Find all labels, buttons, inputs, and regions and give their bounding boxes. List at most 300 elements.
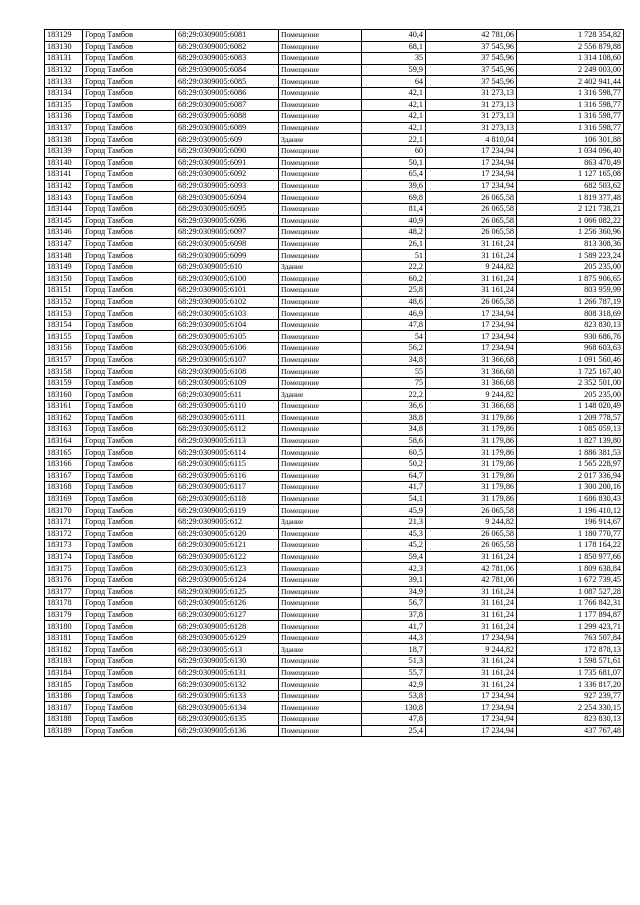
- table-row: [45, 551, 624, 563]
- city-cell: Город Тамбов: [83, 702, 176, 714]
- row-number-cell: 183150: [45, 273, 83, 285]
- specific-value-cell: 17 234,94: [426, 331, 517, 343]
- specific-value-cell: 31 161,24: [426, 551, 517, 563]
- cadastral-number-cell: 68:29:0309005:6091: [176, 157, 279, 169]
- cadastral-value-cell: 1 256 360,96: [517, 227, 624, 239]
- object-type-cell: Помещение: [279, 621, 362, 633]
- area-cell: 59,9: [362, 64, 426, 76]
- cadastral-value-cell: 1 127 165,08: [517, 169, 624, 181]
- table-row: [45, 690, 624, 702]
- table-row: [45, 319, 624, 331]
- area-cell: 41,7: [362, 621, 426, 633]
- table-body: [45, 30, 624, 737]
- specific-value-cell: 42 781,06: [426, 563, 517, 575]
- city-cell: Город Тамбов: [83, 273, 176, 285]
- table-row: [45, 157, 624, 169]
- city-cell: Город Тамбов: [83, 401, 176, 413]
- specific-value-cell: 31 273,13: [426, 111, 517, 123]
- area-cell: 51: [362, 250, 426, 262]
- cadastral-number-cell: 68:29:0309005:6120: [176, 528, 279, 540]
- cadastral-value-cell: 1 316 598,77: [517, 111, 624, 123]
- area-cell: 42,1: [362, 87, 426, 99]
- row-number-cell: 183145: [45, 215, 83, 227]
- specific-value-cell: 37 545,96: [426, 53, 517, 65]
- area-cell: 69,8: [362, 192, 426, 204]
- cadastral-value-cell: 2 352 501,00: [517, 377, 624, 389]
- table-row: [45, 424, 624, 436]
- table-row: [45, 401, 624, 413]
- cadastral-value-cell: 1 299 423,71: [517, 621, 624, 633]
- cadastral-value-cell: 1 085 059,13: [517, 424, 624, 436]
- specific-value-cell: 17 234,94: [426, 343, 517, 355]
- city-cell: Город Тамбов: [83, 30, 176, 42]
- cadastral-number-cell: 68:29:0309005:6097: [176, 227, 279, 239]
- table-row: [45, 667, 624, 679]
- area-cell: 48,2: [362, 227, 426, 239]
- object-type-cell: Помещение: [279, 238, 362, 250]
- row-number-cell: 183151: [45, 285, 83, 297]
- row-number-cell: 183147: [45, 238, 83, 250]
- cadastral-number-cell: 68:29:0309005:6112: [176, 424, 279, 436]
- table-row: [45, 609, 624, 621]
- area-cell: 40,9: [362, 215, 426, 227]
- area-cell: 55,7: [362, 667, 426, 679]
- city-cell: Город Тамбов: [83, 540, 176, 552]
- row-number-cell: 183172: [45, 528, 83, 540]
- row-number-cell: 183155: [45, 331, 83, 343]
- row-number-cell: 183163: [45, 424, 83, 436]
- specific-value-cell: 42 781,06: [426, 30, 517, 42]
- row-number-cell: 183175: [45, 563, 83, 575]
- table-row: [45, 87, 624, 99]
- table-row: [45, 679, 624, 691]
- city-cell: Город Тамбов: [83, 621, 176, 633]
- cadastral-value-cell: 1 314 108,60: [517, 53, 624, 65]
- object-type-cell: Помещение: [279, 679, 362, 691]
- row-number-cell: 183137: [45, 122, 83, 134]
- city-cell: Город Тамбов: [83, 470, 176, 482]
- object-type-cell: Помещение: [279, 296, 362, 308]
- area-cell: 60,5: [362, 447, 426, 459]
- cadastral-number-cell: 68:29:0309005:6130: [176, 656, 279, 668]
- city-cell: Город Тамбов: [83, 41, 176, 53]
- object-type-cell: Помещение: [279, 122, 362, 134]
- object-type-cell: Здание: [279, 134, 362, 146]
- specific-value-cell: 31 161,24: [426, 667, 517, 679]
- cadastral-value-cell: 1 316 598,77: [517, 87, 624, 99]
- cadastral-value-cell: 1 034 096,40: [517, 145, 624, 157]
- table-row: [45, 516, 624, 528]
- area-cell: 47,8: [362, 714, 426, 726]
- cadastral-value-cell: 172 878,13: [517, 644, 624, 656]
- row-number-cell: 183141: [45, 169, 83, 181]
- cadastral-value-cell: 930 686,76: [517, 331, 624, 343]
- specific-value-cell: 31 273,13: [426, 122, 517, 134]
- city-cell: Город Тамбов: [83, 122, 176, 134]
- object-type-cell: Помещение: [279, 574, 362, 586]
- cadastral-number-cell: 68:29:0309005:6092: [176, 169, 279, 181]
- object-type-cell: Помещение: [279, 30, 362, 42]
- table-row: [45, 366, 624, 378]
- table-row: [45, 656, 624, 668]
- row-number-cell: 183146: [45, 227, 83, 239]
- city-cell: Город Тамбов: [83, 377, 176, 389]
- city-cell: Город Тамбов: [83, 64, 176, 76]
- cadastral-number-cell: 68:29:0309005:6098: [176, 238, 279, 250]
- cadastral-number-cell: 68:29:0309005:6134: [176, 702, 279, 714]
- cadastral-number-cell: 68:29:0309005:6127: [176, 609, 279, 621]
- table-row: [45, 192, 624, 204]
- table-row: [45, 227, 624, 239]
- city-cell: Город Тамбов: [83, 435, 176, 447]
- cadastral-value-cell: 823 830,13: [517, 319, 624, 331]
- row-number-cell: 183186: [45, 690, 83, 702]
- specific-value-cell: 31 273,13: [426, 99, 517, 111]
- object-type-cell: Помещение: [279, 145, 362, 157]
- table-row: [45, 273, 624, 285]
- city-cell: Город Тамбов: [83, 53, 176, 65]
- city-cell: Город Тамбов: [83, 285, 176, 297]
- area-cell: 56,7: [362, 598, 426, 610]
- specific-value-cell: 26 065,58: [426, 192, 517, 204]
- object-type-cell: Помещение: [279, 377, 362, 389]
- table-row: [45, 598, 624, 610]
- city-cell: Город Тамбов: [83, 203, 176, 215]
- city-cell: Город Тамбов: [83, 551, 176, 563]
- city-cell: Город Тамбов: [83, 482, 176, 494]
- table-row: [45, 238, 624, 250]
- object-type-cell: Помещение: [279, 470, 362, 482]
- row-number-cell: 183171: [45, 516, 83, 528]
- table-row: [45, 261, 624, 273]
- city-cell: Город Тамбов: [83, 528, 176, 540]
- cadastral-number-cell: 68:29:0309005:6116: [176, 470, 279, 482]
- cadastral-number-cell: 68:29:0309005:6126: [176, 598, 279, 610]
- area-cell: 25,8: [362, 285, 426, 297]
- area-cell: 41,7: [362, 482, 426, 494]
- cadastral-value-cell: 196 914,67: [517, 516, 624, 528]
- cadastral-number-cell: 68:29:0309005:6131: [176, 667, 279, 679]
- specific-value-cell: 26 065,58: [426, 505, 517, 517]
- cadastral-value-cell: 1 300 200,16: [517, 482, 624, 494]
- area-cell: 64,7: [362, 470, 426, 482]
- table-row: [45, 621, 624, 633]
- table-row: [45, 435, 624, 447]
- row-number-cell: 183129: [45, 30, 83, 42]
- cadastral-number-cell: 68:29:0309005:6129: [176, 632, 279, 644]
- specific-value-cell: 31 179,86: [426, 470, 517, 482]
- cadastral-number-cell: 68:29:0309005:6135: [176, 714, 279, 726]
- object-type-cell: Помещение: [279, 563, 362, 575]
- specific-value-cell: 31 161,24: [426, 285, 517, 297]
- area-cell: 64: [362, 76, 426, 88]
- object-type-cell: Помещение: [279, 203, 362, 215]
- object-type-cell: Помещение: [279, 725, 362, 737]
- object-type-cell: Здание: [279, 389, 362, 401]
- area-cell: 25,4: [362, 725, 426, 737]
- row-number-cell: 183176: [45, 574, 83, 586]
- city-cell: Город Тамбов: [83, 76, 176, 88]
- city-cell: Город Тамбов: [83, 424, 176, 436]
- cadastral-number-cell: 68:29:0309005:6101: [176, 285, 279, 297]
- specific-value-cell: 42 781,06: [426, 574, 517, 586]
- city-cell: Город Тамбов: [83, 111, 176, 123]
- city-cell: Город Тамбов: [83, 215, 176, 227]
- specific-value-cell: 37 545,96: [426, 41, 517, 53]
- area-cell: 39,1: [362, 574, 426, 586]
- cadastral-number-cell: 68:29:0309005:6110: [176, 401, 279, 413]
- table-row: [45, 30, 624, 42]
- city-cell: Город Тамбов: [83, 87, 176, 99]
- area-cell: 50,1: [362, 157, 426, 169]
- specific-value-cell: 17 234,94: [426, 308, 517, 320]
- city-cell: Город Тамбов: [83, 574, 176, 586]
- object-type-cell: Помещение: [279, 250, 362, 262]
- cadastral-value-cell: 205 235,00: [517, 261, 624, 273]
- cadastral-number-cell: 68:29:0309005:6125: [176, 586, 279, 598]
- cadastral-value-cell: 1 850 977,66: [517, 551, 624, 563]
- object-type-cell: Помещение: [279, 667, 362, 679]
- cadastral-value-cell: 2 249 003,00: [517, 64, 624, 76]
- area-cell: 42,1: [362, 122, 426, 134]
- table-row: [45, 412, 624, 424]
- object-type-cell: Помещение: [279, 551, 362, 563]
- specific-value-cell: 31 161,24: [426, 679, 517, 691]
- specific-value-cell: 9 244,82: [426, 644, 517, 656]
- specific-value-cell: 17 234,94: [426, 714, 517, 726]
- row-number-cell: 183178: [45, 598, 83, 610]
- cadastral-value-cell: 106 301,88: [517, 134, 624, 146]
- cadastral-number-cell: 68:29:0309005:6119: [176, 505, 279, 517]
- object-type-cell: Помещение: [279, 401, 362, 413]
- table-row: [45, 725, 624, 737]
- object-type-cell: Помещение: [279, 53, 362, 65]
- cadastral-value-cell: 1 725 167,40: [517, 366, 624, 378]
- object-type-cell: Помещение: [279, 308, 362, 320]
- area-cell: 60: [362, 145, 426, 157]
- row-number-cell: 183134: [45, 87, 83, 99]
- object-type-cell: Помещение: [279, 76, 362, 88]
- table-row: [45, 134, 624, 146]
- specific-value-cell: 17 234,94: [426, 702, 517, 714]
- object-type-cell: Помещение: [279, 505, 362, 517]
- city-cell: Город Тамбов: [83, 667, 176, 679]
- area-cell: 22,2: [362, 261, 426, 273]
- cadastral-value-cell: 1 091 560,46: [517, 354, 624, 366]
- row-number-cell: 183139: [45, 145, 83, 157]
- area-cell: 39,6: [362, 180, 426, 192]
- object-type-cell: Помещение: [279, 331, 362, 343]
- row-number-cell: 183130: [45, 41, 83, 53]
- table-row: [45, 203, 624, 215]
- specific-value-cell: 4 810,04: [426, 134, 517, 146]
- table-row: [45, 574, 624, 586]
- city-cell: Город Тамбов: [83, 261, 176, 273]
- cadastral-number-cell: 68:29:0309005:6100: [176, 273, 279, 285]
- area-cell: 35: [362, 53, 426, 65]
- city-cell: Город Тамбов: [83, 319, 176, 331]
- table-row: [45, 99, 624, 111]
- specific-value-cell: 9 244,82: [426, 516, 517, 528]
- cadastral-value-cell: 1 177 894,87: [517, 609, 624, 621]
- object-type-cell: Помещение: [279, 702, 362, 714]
- city-cell: Город Тамбов: [83, 656, 176, 668]
- cadastral-value-cell: 1 686 830,43: [517, 493, 624, 505]
- cadastral-number-cell: 68:29:0309005:613: [176, 644, 279, 656]
- city-cell: Город Тамбов: [83, 238, 176, 250]
- cadastral-number-cell: 68:29:0309005:6089: [176, 122, 279, 134]
- city-cell: Город Тамбов: [83, 227, 176, 239]
- city-cell: Город Тамбов: [83, 714, 176, 726]
- area-cell: 26,1: [362, 238, 426, 250]
- object-type-cell: Помещение: [279, 435, 362, 447]
- specific-value-cell: 31 366,68: [426, 366, 517, 378]
- row-number-cell: 183162: [45, 412, 83, 424]
- specific-value-cell: 31 161,24: [426, 238, 517, 250]
- cadastral-number-cell: 68:29:0309005:6106: [176, 343, 279, 355]
- city-cell: Город Тамбов: [83, 725, 176, 737]
- object-type-cell: Помещение: [279, 169, 362, 181]
- object-type-cell: Здание: [279, 516, 362, 528]
- city-cell: Город Тамбов: [83, 458, 176, 470]
- city-cell: Город Тамбов: [83, 145, 176, 157]
- row-number-cell: 183157: [45, 354, 83, 366]
- object-type-cell: Помещение: [279, 714, 362, 726]
- table-row: [45, 470, 624, 482]
- object-type-cell: Помещение: [279, 609, 362, 621]
- cadastral-number-cell: 68:29:0309005:6115: [176, 458, 279, 470]
- table-row: [45, 714, 624, 726]
- city-cell: Город Тамбов: [83, 157, 176, 169]
- row-number-cell: 183154: [45, 319, 83, 331]
- city-cell: Город Тамбов: [83, 598, 176, 610]
- table-row: [45, 632, 624, 644]
- table-row: [45, 354, 624, 366]
- table-row: [45, 447, 624, 459]
- row-number-cell: 183180: [45, 621, 83, 633]
- area-cell: 60,2: [362, 273, 426, 285]
- specific-value-cell: 26 065,58: [426, 540, 517, 552]
- cadastral-number-cell: 68:29:0309005:6114: [176, 447, 279, 459]
- specific-value-cell: 17 234,94: [426, 690, 517, 702]
- table-row: [45, 111, 624, 123]
- object-type-cell: Помещение: [279, 447, 362, 459]
- cadastral-value-cell: 1 316 598,77: [517, 99, 624, 111]
- specific-value-cell: 31 179,86: [426, 458, 517, 470]
- cadastral-value-cell: 1 766 842,31: [517, 598, 624, 610]
- cadastral-number-cell: 68:29:0309005:6124: [176, 574, 279, 586]
- specific-value-cell: 31 161,24: [426, 656, 517, 668]
- city-cell: Город Тамбов: [83, 644, 176, 656]
- cadastral-number-cell: 68:29:0309005:6099: [176, 250, 279, 262]
- cadastral-value-cell: 1 336 817,20: [517, 679, 624, 691]
- cadastral-value-cell: 1 148 020,49: [517, 401, 624, 413]
- cadastral-value-cell: 2 556 879,88: [517, 41, 624, 53]
- city-cell: Город Тамбов: [83, 412, 176, 424]
- cadastral-number-cell: 68:29:0309005:6122: [176, 551, 279, 563]
- specific-value-cell: 31 161,24: [426, 598, 517, 610]
- specific-value-cell: 26 065,58: [426, 528, 517, 540]
- cadastral-number-cell: 68:29:0309005:6085: [176, 76, 279, 88]
- object-type-cell: Помещение: [279, 424, 362, 436]
- object-type-cell: Помещение: [279, 586, 362, 598]
- specific-value-cell: 31 179,86: [426, 482, 517, 494]
- cadastral-number-cell: 68:29:0309005:6132: [176, 679, 279, 691]
- area-cell: 75: [362, 377, 426, 389]
- table-row: [45, 145, 624, 157]
- specific-value-cell: 26 065,58: [426, 227, 517, 239]
- object-type-cell: Помещение: [279, 343, 362, 355]
- cadastral-value-cell: 1 598 571,61: [517, 656, 624, 668]
- cadastral-number-cell: 68:29:0309005:6093: [176, 180, 279, 192]
- city-cell: Город Тамбов: [83, 563, 176, 575]
- table-row: [45, 296, 624, 308]
- cadastral-value-cell: 1 827 139,80: [517, 435, 624, 447]
- row-number-cell: 183187: [45, 702, 83, 714]
- row-number-cell: 183183: [45, 656, 83, 668]
- city-cell: Город Тамбов: [83, 493, 176, 505]
- table-row: [45, 180, 624, 192]
- row-number-cell: 183166: [45, 458, 83, 470]
- row-number-cell: 183161: [45, 401, 83, 413]
- object-type-cell: Помещение: [279, 412, 362, 424]
- cadastral-number-cell: 68:29:0309005:6118: [176, 493, 279, 505]
- cadastral-value-cell: 2 017 336,94: [517, 470, 624, 482]
- area-cell: 34,8: [362, 354, 426, 366]
- cadastral-number-cell: 68:29:0309005:6083: [176, 53, 279, 65]
- area-cell: 68,1: [362, 41, 426, 53]
- area-cell: 37,8: [362, 609, 426, 621]
- row-number-cell: 183138: [45, 134, 83, 146]
- table-row: [45, 41, 624, 53]
- specific-value-cell: 37 545,96: [426, 76, 517, 88]
- area-cell: 21,3: [362, 516, 426, 528]
- cadastral-value-cell: 2 402 941,44: [517, 76, 624, 88]
- row-number-cell: 183136: [45, 111, 83, 123]
- area-cell: 51,3: [362, 656, 426, 668]
- table-row: [45, 215, 624, 227]
- area-cell: 65,4: [362, 169, 426, 181]
- row-number-cell: 183189: [45, 725, 83, 737]
- cadastral-value-cell: 1 266 787,19: [517, 296, 624, 308]
- object-type-cell: Помещение: [279, 493, 362, 505]
- cadastral-value-cell: 863 470,49: [517, 157, 624, 169]
- cadastral-number-cell: 68:29:0309005:6082: [176, 41, 279, 53]
- object-type-cell: Помещение: [279, 540, 362, 552]
- row-number-cell: 183188: [45, 714, 83, 726]
- object-type-cell: Помещение: [279, 285, 362, 297]
- table-row: [45, 482, 624, 494]
- area-cell: 45,9: [362, 505, 426, 517]
- city-cell: Город Тамбов: [83, 632, 176, 644]
- cadastral-number-cell: 68:29:0309005:6136: [176, 725, 279, 737]
- table-row: [45, 458, 624, 470]
- row-number-cell: 183131: [45, 53, 83, 65]
- object-type-cell: Здание: [279, 644, 362, 656]
- city-cell: Город Тамбов: [83, 354, 176, 366]
- specific-value-cell: 26 065,58: [426, 215, 517, 227]
- city-cell: Город Тамбов: [83, 296, 176, 308]
- object-type-cell: Помещение: [279, 458, 362, 470]
- cadastral-value-cell: 763 507,84: [517, 632, 624, 644]
- table-row: [45, 331, 624, 343]
- object-type-cell: Здание: [279, 261, 362, 273]
- cadastral-value-cell: 1 728 354,82: [517, 30, 624, 42]
- specific-value-cell: 31 366,68: [426, 401, 517, 413]
- cadastral-value-cell: 1 066 082,22: [517, 215, 624, 227]
- specific-value-cell: 31 161,24: [426, 273, 517, 285]
- cadastral-value-cell: 1 316 598,77: [517, 122, 624, 134]
